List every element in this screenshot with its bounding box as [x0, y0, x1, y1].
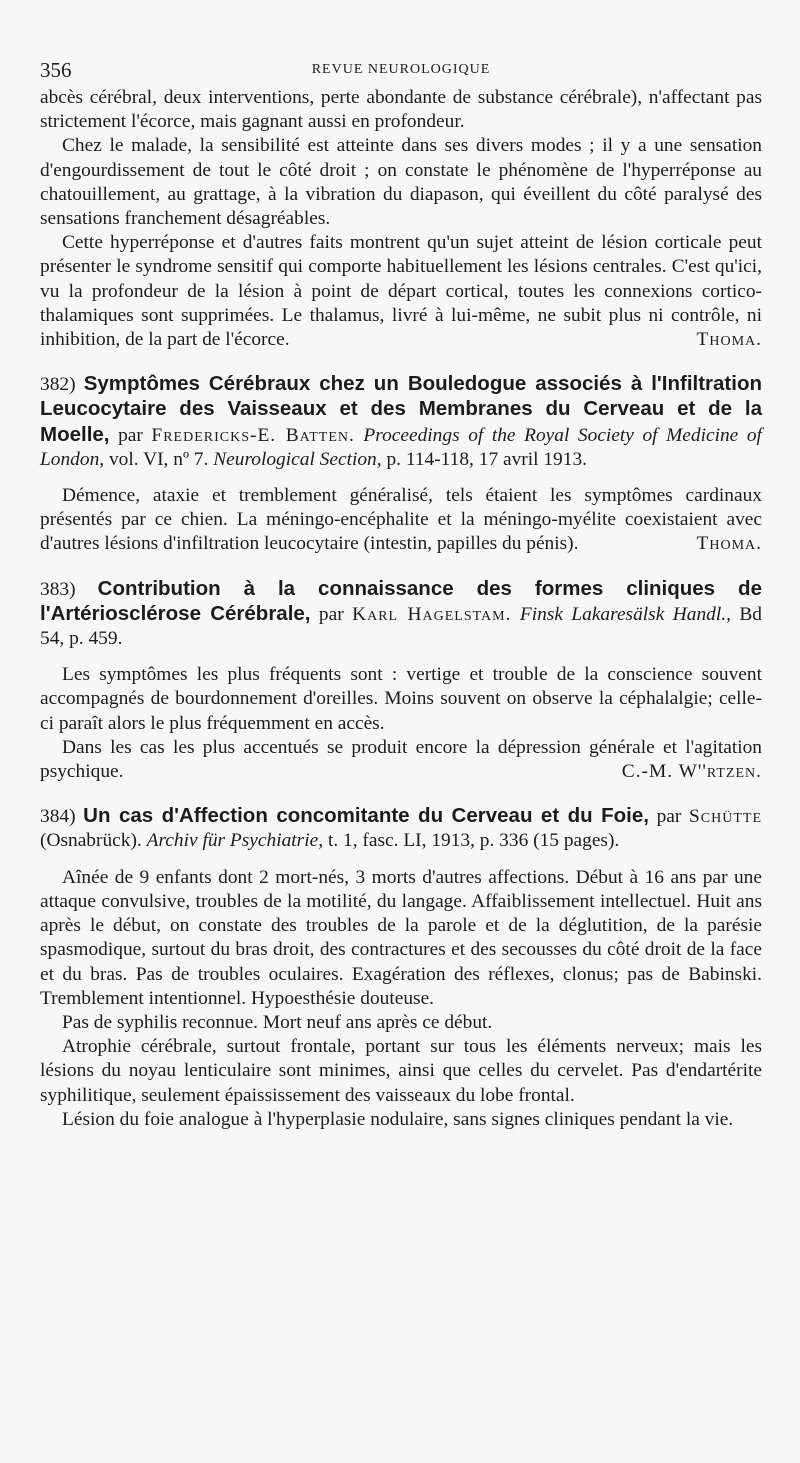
paragraph: Les symptômes les plus fréquents sont : vertige et trouble de la conscience souvent accompagnés de bourdonnement d'oreilles. Moins souvent on observe la céphalalgie; celle-ci paraît alors le plus fréquemment en accès. [40, 664, 762, 734]
signature: C.-M. W''rtzen. [621, 761, 762, 783]
paragraph: abcès cérébral, deux interventions, perte abondante de substance cérébrale), n'affectant pas strictement l'écorce, mais gagnant aussi en profondeur. [40, 87, 762, 133]
entry-number: 384) [40, 806, 76, 828]
entry-title: Contribution à la connaissance des formes cliniques de l'Artériosclérose Cérébrale, [40, 576, 762, 625]
paragraph-text: Dans les cas les plus accentués se produit encore la dépression générale et l'agitation psychique. [40, 736, 762, 783]
paragraph: Aînée de 9 enfants dont 2 mort-nés, 3 morts d'autres affections. Début à 16 ans par une attaque convulsive, troubles de la motilité, du langage. Affaiblissement intellectuel. Huit ans après le début, on constate des troubles de la parole et de la déglutition, de la parésie spasmodique, surtout du bras droit, des contractures et des secousses du côté droit de la face et du bras. Pas de troubles oculaires. Exagération des réflexes, clonus; pas de Babinski. Tremblement intentionnel. Hypoesthésie douteuse. [40, 866, 762, 1009]
entry-title: Un cas d'Affection concomitante du Cerveau et du Foie, [83, 804, 649, 828]
paragraph: Lésion du foie analogue à l'hyperplasie nodulaire, sans signes cliniques pendant la vie. [62, 1108, 734, 1130]
entry-by: par [318, 603, 344, 625]
entry-place: (Osnabrück). [40, 830, 142, 852]
entry-journal: Proceedings of the Royal Society of Medicine of London, [40, 424, 762, 470]
page-number: 356 [40, 58, 72, 82]
entry-section: Neurological Section, [213, 448, 382, 470]
entry-heading [40, 577, 762, 652]
paragraph: Chez le malade, la sensibilité est atteinte dans ses divers modes ; il y a une sensation d'engourdissement de tout le côté droit ; on constate le phénomène de l'hyperréponse au chatouillement, au grattage, à la vibration du diapason, qui éveillent du côté paralysé des sensations franchement désagréables. [40, 135, 762, 230]
entry-by: par [656, 806, 682, 828]
entry-number: 382) [40, 374, 76, 396]
running-head: REVUE NEUROLOGIQUE [311, 62, 491, 77]
entry-author: Schütte [689, 806, 762, 828]
entry-by: par [118, 424, 143, 446]
entry-number: 383) [40, 578, 76, 600]
abstract-entry-382 [40, 372, 762, 556]
intro-section [40, 86, 762, 352]
paragraph: Pas de syphilis reconnue. Mort neuf ans après ce début. [62, 1011, 493, 1033]
abstract-entry-384 [40, 804, 762, 1132]
entry-journal: Archiv für Psychiatrie, [146, 830, 324, 852]
entry-journal: Finsk Lakaresälsk Handl., [519, 603, 731, 625]
paragraph [40, 484, 762, 557]
entry-ref-post: t. 1, fasc. LI, 1913, p. 336 (15 pages). [327, 830, 620, 852]
entry-heading [40, 372, 762, 472]
entry-heading [40, 804, 762, 853]
entry-ref-post: p. 114-118, 17 avril 1913. [386, 448, 587, 470]
signature: Thoma. [696, 533, 762, 555]
entry-title: Symptômes Cérébraux chez un Bouledogue associés à l'Infiltration Leucocytaire des Vaisseaux et des Membranes du Cerveau et de la Moelle, [40, 372, 762, 446]
entry-ref-post: Bd 54, p. 459. [40, 603, 762, 650]
entry-ref-pre: vol. VI, nº 7. [108, 448, 209, 470]
journal-page [40, 58, 762, 1132]
paragraph [40, 231, 762, 352]
paragraph-text: Cette hyperréponse et d'autres faits montrent qu'un sujet atteint de lésion corticale peut présenter le syndrome sensitif qui comporte habituellement les lésions centrales. C'est qu'ici, vu la profondeur de la lésion à point de départ cortical, toutes les connexions cortico-thalamiques sont supprimées. Le thalamus, livré à lui-même, ne subit plus ni contrôle, ni inhibition, de la part de l'écorce. [40, 232, 762, 351]
paragraph: Atrophie cérébrale, surtout frontale, portant sur tous les éléments nerveux; mais les lésions du noyau lenticulaire sont minimes, ainsi que celles du cervelet. Pas d'endartérite syphilitique, seulement épaississement des vaisseaux du lobe frontal. [40, 1036, 762, 1106]
abstract-entry-383 [40, 577, 762, 785]
signature: Thoma. [696, 329, 762, 351]
paragraph-text: Démence, ataxie et tremblement généralisé, tels étaient les symptômes cardinaux présentés par ce chien. La méningo-encéphalite et la méningo-myélite coexistaient avec d'autres lésions d'infiltration leucocytaire (intestin, papilles du pénis). [40, 485, 762, 555]
page-header [40, 58, 762, 86]
entry-author: Karl Hagelstam. [352, 603, 512, 625]
paragraph [40, 736, 762, 784]
entry-author: Fredericks-E. Batten. [151, 424, 355, 446]
